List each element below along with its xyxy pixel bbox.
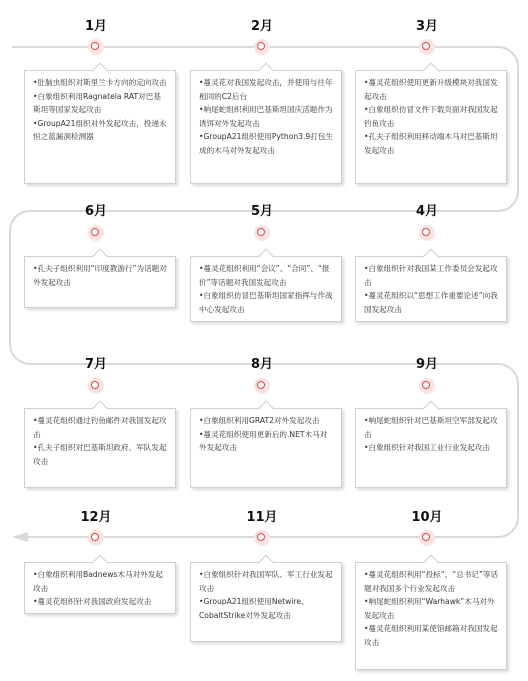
- event-card: [190, 408, 342, 488]
- event-item: •蔓灵花组织利用“会议”、“合同”、“报价”等话题对我国发起攻击: [199, 264, 330, 287]
- month-label: 1月: [84, 19, 108, 34]
- event-item: •白象组织针对我国军队、军工行业发起攻击: [199, 570, 333, 593]
- event-item: •白象组织仿冒巴基斯坦国家指挥与作战中心发起攻击: [199, 291, 333, 314]
- event-card: [190, 562, 342, 642]
- month-label: 8月: [250, 357, 274, 372]
- event-item: •蔓灵花组织使用更新后的.NET木马对外发起攻击: [199, 429, 328, 452]
- event-card: [190, 256, 342, 322]
- event-card: [355, 562, 507, 670]
- timeline-node-icon: [88, 378, 104, 394]
- event-card: [355, 70, 507, 184]
- event-item: •GroupA21组织使用Netwire、CobaltStrike对外发起攻击: [199, 597, 309, 620]
- event-item: •蔓灵花组织使用更新升级模块对我国发起攻击: [364, 78, 498, 101]
- event-item: •肚脑虫组织对斯里兰卡方向的定向攻击: [33, 78, 167, 87]
- timeline-node-icon: [419, 39, 435, 55]
- event-item: •GroupA21组织对外发起攻击，投递永恒之蓝漏洞检测器: [33, 118, 167, 141]
- event-item: •响尾蛇组织利用“Warhawk”木马对外发起攻击: [364, 597, 495, 620]
- event-item: •蔓灵花组织利用“投标”、“总书记”等话题对我国多个行业发起攻击: [364, 570, 499, 593]
- month-label: 3月: [415, 19, 439, 34]
- month-label: 10月: [411, 510, 443, 525]
- event-card: [24, 408, 176, 488]
- month-label: 12月: [80, 510, 112, 525]
- event-item: •孔夫子组织利用移动端木马对巴基斯坦发起攻击: [364, 132, 498, 155]
- timeline-node-icon: [254, 530, 270, 546]
- timeline-node-icon: [419, 530, 435, 546]
- month-label: 6月: [84, 204, 108, 219]
- event-card: [190, 70, 342, 184]
- event-item: •白象组织利用GRAT2对外发起攻击: [199, 416, 320, 425]
- timeline-node-icon: [88, 530, 104, 546]
- timeline-arrowhead: [12, 532, 28, 542]
- event-card: [24, 70, 176, 184]
- event-item: •响尾蛇组织针对巴基斯坦空军部发起攻击: [364, 416, 498, 439]
- timeline-node-icon: [419, 225, 435, 241]
- event-item: •蔓灵花组织针对我国政府发起攻击: [33, 597, 152, 606]
- event-card: [355, 408, 507, 488]
- month-label: 7月: [84, 357, 108, 372]
- event-item: •蔓灵花组织通过钓鱼邮件对我国发起攻击: [33, 416, 167, 439]
- event-item: •白象组织利用Ragnatela RAT对巴基斯坦等国家发起攻击: [33, 91, 161, 114]
- event-item: •GroupA21组织使用Python3.9打包生成的木马对外发起攻击: [199, 132, 334, 155]
- event-item: •白象组织针对我国某工作委员会发起攻击: [364, 264, 498, 287]
- month-label: 2月: [250, 19, 274, 34]
- timeline-node-icon: [419, 378, 435, 394]
- event-item: •白象组织针对我国工业行业发起攻击: [364, 443, 490, 452]
- month-label: 4月: [415, 204, 439, 219]
- event-item: •蔓灵花组织利用某使馆邮箱对我国发起攻击: [364, 624, 498, 647]
- month-label: 11月: [246, 510, 278, 525]
- timeline-node-icon: [88, 225, 104, 241]
- timeline-node-icon: [88, 39, 104, 55]
- timeline-node-icon: [254, 378, 270, 394]
- event-card: [24, 256, 176, 308]
- event-item: •孔夫子组织利用“印度教游行”为话题对外发起攻击: [33, 264, 167, 287]
- event-item: •白象组织仿冒文件下载页面对我国发起钓鱼攻击: [364, 105, 498, 128]
- event-item: •白象组织利用Badnews木马对外发起攻击: [33, 570, 163, 593]
- month-label: 5月: [250, 204, 274, 219]
- event-item: •蔓灵花对我国发起攻击，并使用与往年相同的C2后台: [199, 78, 333, 101]
- month-label: 9月: [415, 357, 439, 372]
- event-card: [24, 562, 176, 614]
- timeline-node-icon: [254, 225, 270, 241]
- event-item: •蔓灵花组织以“思想工作重要论述”向我国发起攻击: [364, 291, 498, 314]
- event-item: •响尾蛇组织利用巴基斯坦国庆活题作为诱饵对外发起攻击: [199, 105, 333, 128]
- event-item: •孔夫子组织对巴基斯坦政府、军队发起攻击: [33, 443, 167, 466]
- event-card: [355, 256, 507, 322]
- timeline-node-icon: [254, 39, 270, 55]
